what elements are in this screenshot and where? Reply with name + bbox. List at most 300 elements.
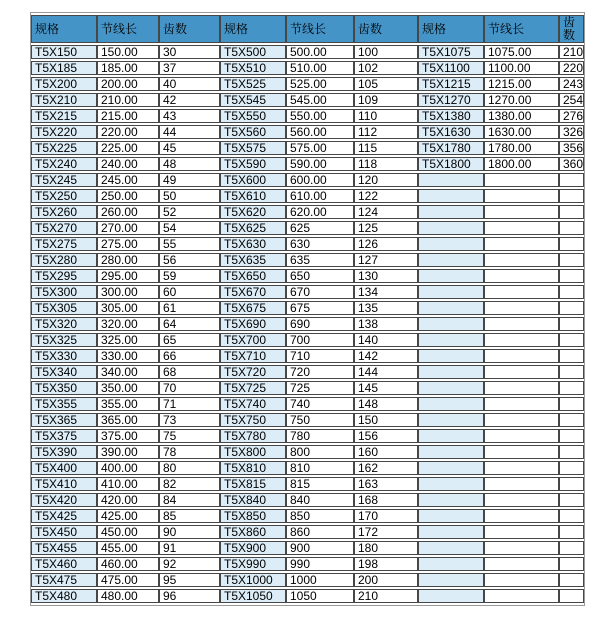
cell-pitch-length: 215.00 xyxy=(97,109,159,123)
cell-pitch-length: 590.00 xyxy=(286,157,354,171)
cell-spec xyxy=(418,493,484,507)
cell-teeth-count xyxy=(559,365,584,379)
header-teeth-3: 齿数 xyxy=(559,15,584,43)
cell-spec xyxy=(418,541,484,555)
header-row xyxy=(31,15,584,43)
cell-pitch-length: 720 xyxy=(286,365,354,379)
cell-pitch-length: 1780.00 xyxy=(484,141,559,155)
cell-teeth-count xyxy=(559,493,584,507)
cell-pitch-length: 860 xyxy=(286,525,354,539)
cell-pitch-length: 450.00 xyxy=(97,525,159,539)
cell-spec: T5X650 xyxy=(220,269,286,283)
cell-pitch-length: 325.00 xyxy=(97,333,159,347)
cell-spec: T5X240 xyxy=(31,157,97,171)
cell-teeth-count: 134 xyxy=(354,285,418,299)
cell-spec: T5X710 xyxy=(220,349,286,363)
cell-pitch-length: 1050 xyxy=(286,589,354,603)
cell-pitch-length xyxy=(484,189,559,203)
cell-spec: T5X840 xyxy=(220,493,286,507)
cell-pitch-length: 815 xyxy=(286,477,354,491)
cell-teeth-count xyxy=(559,221,584,235)
cell-spec: T5X630 xyxy=(220,237,286,251)
cell-pitch-length xyxy=(484,349,559,363)
cell-teeth-count: 54 xyxy=(159,221,220,235)
cell-teeth-count: 102 xyxy=(354,61,418,75)
cell-teeth-count: 109 xyxy=(354,93,418,107)
cell-teeth-count: 84 xyxy=(159,493,220,507)
cell-pitch-length xyxy=(484,365,559,379)
cell-pitch-length: 545.00 xyxy=(286,93,354,107)
cell-pitch-length: 1215.00 xyxy=(484,77,559,91)
cell-teeth-count xyxy=(559,445,584,459)
cell-spec: T5X340 xyxy=(31,365,97,379)
cell-spec: T5X475 xyxy=(31,573,97,587)
table-row xyxy=(31,333,584,347)
cell-pitch-length: 700 xyxy=(286,333,354,347)
cell-teeth-count xyxy=(559,173,584,187)
cell-teeth-count: 148 xyxy=(354,397,418,411)
header-spec-1: 规格 xyxy=(31,15,97,43)
cell-pitch-length: 600.00 xyxy=(286,173,354,187)
cell-teeth-count: 135 xyxy=(354,301,418,315)
cell-teeth-count: 127 xyxy=(354,253,418,267)
table-row xyxy=(31,45,584,59)
table-body xyxy=(31,45,584,603)
cell-pitch-length: 525.00 xyxy=(286,77,354,91)
cell-spec: T5X675 xyxy=(220,301,286,315)
cell-teeth-count: 73 xyxy=(159,413,220,427)
cell-teeth-count: 110 xyxy=(354,109,418,123)
table-row xyxy=(31,381,584,395)
cell-spec: T5X260 xyxy=(31,205,97,219)
table-row xyxy=(31,317,584,331)
header-spec-2: 规格 xyxy=(220,15,286,43)
cell-teeth-count: 120 xyxy=(354,173,418,187)
cell-teeth-count xyxy=(559,413,584,427)
cell-teeth-count: 254 xyxy=(559,93,584,107)
cell-teeth-count xyxy=(559,429,584,443)
cell-teeth-count: 170 xyxy=(354,509,418,523)
cell-pitch-length xyxy=(484,317,559,331)
cell-teeth-count xyxy=(559,253,584,267)
cell-pitch-length: 460.00 xyxy=(97,557,159,571)
cell-teeth-count: 42 xyxy=(159,93,220,107)
cell-teeth-count: 82 xyxy=(159,477,220,491)
cell-spec: T5X990 xyxy=(220,557,286,571)
cell-pitch-length: 1800.00 xyxy=(484,157,559,171)
cell-teeth-count: 210 xyxy=(354,589,418,603)
cell-pitch-length: 900 xyxy=(286,541,354,555)
cell-teeth-count: 160 xyxy=(354,445,418,459)
cell-teeth-count: 48 xyxy=(159,157,220,171)
cell-spec: T5X690 xyxy=(220,317,286,331)
cell-spec: T5X275 xyxy=(31,237,97,251)
cell-teeth-count: 126 xyxy=(354,237,418,251)
cell-pitch-length: 320.00 xyxy=(97,317,159,331)
cell-teeth-count: 40 xyxy=(159,77,220,91)
cell-pitch-length: 850 xyxy=(286,509,354,523)
table-row xyxy=(31,189,584,203)
table-row xyxy=(31,509,584,523)
table-row xyxy=(31,173,584,187)
cell-teeth-count: 66 xyxy=(159,349,220,363)
cell-pitch-length xyxy=(484,509,559,523)
cell-teeth-count xyxy=(559,237,584,251)
cell-pitch-length: 275.00 xyxy=(97,237,159,251)
cell-spec: T5X150 xyxy=(31,45,97,59)
cell-teeth-count: 122 xyxy=(354,189,418,203)
table-row xyxy=(31,141,584,155)
cell-pitch-length: 280.00 xyxy=(97,253,159,267)
cell-pitch-length: 625 xyxy=(286,221,354,235)
cell-spec: T5X355 xyxy=(31,397,97,411)
cell-pitch-length xyxy=(484,221,559,235)
cell-spec xyxy=(418,349,484,363)
cell-pitch-length: 260.00 xyxy=(97,205,159,219)
cell-pitch-length xyxy=(484,301,559,315)
cell-pitch-length: 510.00 xyxy=(286,61,354,75)
cell-spec: T5X365 xyxy=(31,413,97,427)
cell-pitch-length xyxy=(484,413,559,427)
cell-pitch-length: 420.00 xyxy=(97,493,159,507)
cell-spec xyxy=(418,285,484,299)
cell-pitch-length xyxy=(484,285,559,299)
cell-teeth-count: 71 xyxy=(159,397,220,411)
cell-teeth-count xyxy=(559,301,584,315)
cell-teeth-count: 64 xyxy=(159,317,220,331)
cell-pitch-length: 150.00 xyxy=(97,45,159,59)
cell-teeth-count: 180 xyxy=(354,541,418,555)
cell-pitch-length: 1380.00 xyxy=(484,109,559,123)
cell-spec: T5X1075 xyxy=(418,45,484,59)
cell-spec: T5X400 xyxy=(31,461,97,475)
cell-spec xyxy=(418,333,484,347)
cell-spec: T5X550 xyxy=(220,109,286,123)
cell-pitch-length: 425.00 xyxy=(97,509,159,523)
cell-spec: T5X590 xyxy=(220,157,286,171)
cell-teeth-count: 85 xyxy=(159,509,220,523)
cell-pitch-length: 480.00 xyxy=(97,589,159,603)
cell-teeth-count: 50 xyxy=(159,189,220,203)
cell-spec: T5X455 xyxy=(31,541,97,555)
cell-spec: T5X545 xyxy=(220,93,286,107)
table-row xyxy=(31,301,584,315)
cell-spec xyxy=(418,445,484,459)
cell-teeth-count: 52 xyxy=(159,205,220,219)
cell-teeth-count xyxy=(559,573,584,587)
cell-pitch-length: 675 xyxy=(286,301,354,315)
cell-teeth-count xyxy=(559,589,584,603)
cell-teeth-count xyxy=(559,205,584,219)
cell-pitch-length: 800 xyxy=(286,445,354,459)
cell-teeth-count: 150 xyxy=(354,413,418,427)
cell-spec: T5X225 xyxy=(31,141,97,155)
cell-teeth-count: 168 xyxy=(354,493,418,507)
cell-pitch-length: 1630.00 xyxy=(484,125,559,139)
cell-spec: T5X750 xyxy=(220,413,286,427)
header-spec-3: 规格 xyxy=(418,15,484,43)
table-row xyxy=(31,525,584,539)
cell-pitch-length: 560.00 xyxy=(286,125,354,139)
cell-spec: T5X600 xyxy=(220,173,286,187)
table-row xyxy=(31,493,584,507)
table-row xyxy=(31,61,584,75)
cell-pitch-length: 1100.00 xyxy=(484,61,559,75)
table-row xyxy=(31,157,584,171)
cell-spec: T5X815 xyxy=(220,477,286,491)
cell-pitch-length: 375.00 xyxy=(97,429,159,443)
cell-pitch-length xyxy=(484,205,559,219)
cell-spec xyxy=(418,509,484,523)
cell-pitch-length: 550.00 xyxy=(286,109,354,123)
table-row xyxy=(31,237,584,251)
cell-teeth-count: 60 xyxy=(159,285,220,299)
cell-teeth-count: 220 xyxy=(559,61,584,75)
cell-teeth-count: 95 xyxy=(159,573,220,587)
cell-pitch-length: 300.00 xyxy=(97,285,159,299)
table-row xyxy=(31,285,584,299)
table-row xyxy=(31,205,584,219)
cell-spec: T5X810 xyxy=(220,461,286,475)
cell-pitch-length: 330.00 xyxy=(97,349,159,363)
cell-pitch-length xyxy=(484,525,559,539)
cell-teeth-count: 138 xyxy=(354,317,418,331)
table-row xyxy=(31,397,584,411)
cell-spec: T5X305 xyxy=(31,301,97,315)
table-row xyxy=(31,461,584,475)
cell-teeth-count: 78 xyxy=(159,445,220,459)
cell-teeth-count xyxy=(559,461,584,475)
cell-teeth-count: 144 xyxy=(354,365,418,379)
cell-pitch-length xyxy=(484,429,559,443)
cell-teeth-count: 70 xyxy=(159,381,220,395)
cell-pitch-length xyxy=(484,445,559,459)
header-pitch-2: 节线长 xyxy=(286,15,354,43)
cell-spec: T5X325 xyxy=(31,333,97,347)
cell-spec: T5X700 xyxy=(220,333,286,347)
table-row xyxy=(31,365,584,379)
cell-spec xyxy=(418,221,484,235)
cell-spec: T5X1630 xyxy=(418,125,484,139)
cell-spec: T5X575 xyxy=(220,141,286,155)
cell-teeth-count: 44 xyxy=(159,125,220,139)
cell-spec xyxy=(418,253,484,267)
cell-teeth-count: 125 xyxy=(354,221,418,235)
cell-teeth-count: 30 xyxy=(159,45,220,59)
header-teeth-1: 齿数 xyxy=(159,15,220,43)
cell-pitch-length: 200.00 xyxy=(97,77,159,91)
table-row xyxy=(31,445,584,459)
table-row xyxy=(31,557,584,571)
cell-spec: T5X350 xyxy=(31,381,97,395)
table-row xyxy=(31,589,584,603)
cell-teeth-count: 210 xyxy=(559,45,584,59)
cell-pitch-length: 575.00 xyxy=(286,141,354,155)
cell-pitch-length xyxy=(484,333,559,347)
cell-spec: T5X1215 xyxy=(418,77,484,91)
cell-spec: T5X740 xyxy=(220,397,286,411)
cell-teeth-count: 200 xyxy=(354,573,418,587)
cell-pitch-length xyxy=(484,237,559,251)
cell-spec: T5X525 xyxy=(220,77,286,91)
cell-pitch-length xyxy=(484,173,559,187)
cell-spec: T5X780 xyxy=(220,429,286,443)
cell-spec: T5X390 xyxy=(31,445,97,459)
cell-spec: T5X245 xyxy=(31,173,97,187)
cell-pitch-length xyxy=(484,477,559,491)
cell-teeth-count: 91 xyxy=(159,541,220,555)
cell-pitch-length: 220.00 xyxy=(97,125,159,139)
table-row xyxy=(31,269,584,283)
table-row xyxy=(31,221,584,235)
cell-spec: T5X635 xyxy=(220,253,286,267)
cell-pitch-length xyxy=(484,269,559,283)
cell-spec: T5X375 xyxy=(31,429,97,443)
cell-teeth-count: 142 xyxy=(354,349,418,363)
cell-spec xyxy=(418,237,484,251)
cell-spec xyxy=(418,189,484,203)
cell-spec xyxy=(418,573,484,587)
cell-pitch-length: 810 xyxy=(286,461,354,475)
cell-teeth-count: 59 xyxy=(159,269,220,283)
cell-spec: T5X500 xyxy=(220,45,286,59)
table-row xyxy=(31,541,584,555)
cell-teeth-count: 75 xyxy=(159,429,220,443)
cell-teeth-count xyxy=(559,541,584,555)
cell-pitch-length xyxy=(484,541,559,555)
cell-teeth-count xyxy=(559,477,584,491)
cell-spec xyxy=(418,365,484,379)
cell-spec: T5X220 xyxy=(31,125,97,139)
cell-spec xyxy=(418,317,484,331)
cell-teeth-count: 140 xyxy=(354,333,418,347)
cell-spec: T5X900 xyxy=(220,541,286,555)
cell-teeth-count xyxy=(559,285,584,299)
cell-teeth-count: 65 xyxy=(159,333,220,347)
cell-pitch-length: 350.00 xyxy=(97,381,159,395)
cell-spec xyxy=(418,429,484,443)
cell-pitch-length: 725 xyxy=(286,381,354,395)
cell-pitch-length: 295.00 xyxy=(97,269,159,283)
cell-teeth-count xyxy=(559,525,584,539)
cell-pitch-length: 390.00 xyxy=(97,445,159,459)
cell-spec: T5X800 xyxy=(220,445,286,459)
cell-teeth-count: 56 xyxy=(159,253,220,267)
cell-spec: T5X860 xyxy=(220,525,286,539)
cell-teeth-count: 163 xyxy=(354,477,418,491)
table-header xyxy=(31,15,584,43)
table-row xyxy=(31,477,584,491)
header-teeth-2: 齿数 xyxy=(354,15,418,43)
cell-teeth-count: 61 xyxy=(159,301,220,315)
cell-pitch-length: 1000 xyxy=(286,573,354,587)
cell-teeth-count: 43 xyxy=(159,109,220,123)
cell-teeth-count xyxy=(559,317,584,331)
cell-pitch-length xyxy=(484,461,559,475)
cell-teeth-count xyxy=(559,189,584,203)
table-row xyxy=(31,109,584,123)
cell-spec: T5X210 xyxy=(31,93,97,107)
cell-pitch-length: 210.00 xyxy=(97,93,159,107)
cell-pitch-length: 410.00 xyxy=(97,477,159,491)
cell-teeth-count: 198 xyxy=(354,557,418,571)
cell-pitch-length xyxy=(484,253,559,267)
cell-pitch-length: 670 xyxy=(286,285,354,299)
cell-teeth-count: 130 xyxy=(354,269,418,283)
cell-spec xyxy=(418,413,484,427)
cell-teeth-count: 124 xyxy=(354,205,418,219)
cell-spec: T5X280 xyxy=(31,253,97,267)
cell-teeth-count: 37 xyxy=(159,61,220,75)
cell-pitch-length xyxy=(484,493,559,507)
cell-pitch-length: 340.00 xyxy=(97,365,159,379)
cell-teeth-count: 112 xyxy=(354,125,418,139)
cell-pitch-length: 355.00 xyxy=(97,397,159,411)
cell-spec: T5X1000 xyxy=(220,573,286,587)
cell-spec: T5X725 xyxy=(220,381,286,395)
cell-pitch-length: 240.00 xyxy=(97,157,159,171)
cell-pitch-length: 270.00 xyxy=(97,221,159,235)
cell-pitch-length: 630 xyxy=(286,237,354,251)
cell-pitch-length xyxy=(484,397,559,411)
cell-spec: T5X1270 xyxy=(418,93,484,107)
cell-spec: T5X200 xyxy=(31,77,97,91)
cell-pitch-length xyxy=(484,573,559,587)
cell-spec: T5X620 xyxy=(220,205,286,219)
cell-spec: T5X1800 xyxy=(418,157,484,171)
cell-teeth-count: 156 xyxy=(354,429,418,443)
cell-spec xyxy=(418,205,484,219)
cell-teeth-count: 49 xyxy=(159,173,220,187)
cell-teeth-count xyxy=(559,269,584,283)
cell-pitch-length: 690 xyxy=(286,317,354,331)
cell-pitch-length: 620.00 xyxy=(286,205,354,219)
cell-teeth-count xyxy=(559,397,584,411)
cell-teeth-count: 55 xyxy=(159,237,220,251)
cell-teeth-count xyxy=(559,557,584,571)
cell-pitch-length: 710 xyxy=(286,349,354,363)
cell-spec xyxy=(418,381,484,395)
cell-spec: T5X1100 xyxy=(418,61,484,75)
cell-pitch-length: 740 xyxy=(286,397,354,411)
cell-spec xyxy=(418,269,484,283)
cell-spec xyxy=(418,461,484,475)
cell-pitch-length: 250.00 xyxy=(97,189,159,203)
cell-spec: T5X330 xyxy=(31,349,97,363)
cell-teeth-count: 115 xyxy=(354,141,418,155)
cell-pitch-length: 365.00 xyxy=(97,413,159,427)
cell-pitch-length: 400.00 xyxy=(97,461,159,475)
cell-spec: T5X610 xyxy=(220,189,286,203)
cell-teeth-count: 45 xyxy=(159,141,220,155)
cell-spec: T5X250 xyxy=(31,189,97,203)
cell-pitch-length: 780 xyxy=(286,429,354,443)
cell-spec xyxy=(418,557,484,571)
cell-pitch-length: 475.00 xyxy=(97,573,159,587)
cell-teeth-count xyxy=(559,381,584,395)
cell-teeth-count: 145 xyxy=(354,381,418,395)
cell-spec: T5X410 xyxy=(31,477,97,491)
cell-spec xyxy=(418,397,484,411)
cell-spec: T5X1050 xyxy=(220,589,286,603)
cell-spec: T5X300 xyxy=(31,285,97,299)
table-row xyxy=(31,429,584,443)
cell-spec: T5X510 xyxy=(220,61,286,75)
cell-pitch-length: 750 xyxy=(286,413,354,427)
cell-pitch-length xyxy=(484,557,559,571)
cell-spec: T5X320 xyxy=(31,317,97,331)
cell-spec: T5X670 xyxy=(220,285,286,299)
